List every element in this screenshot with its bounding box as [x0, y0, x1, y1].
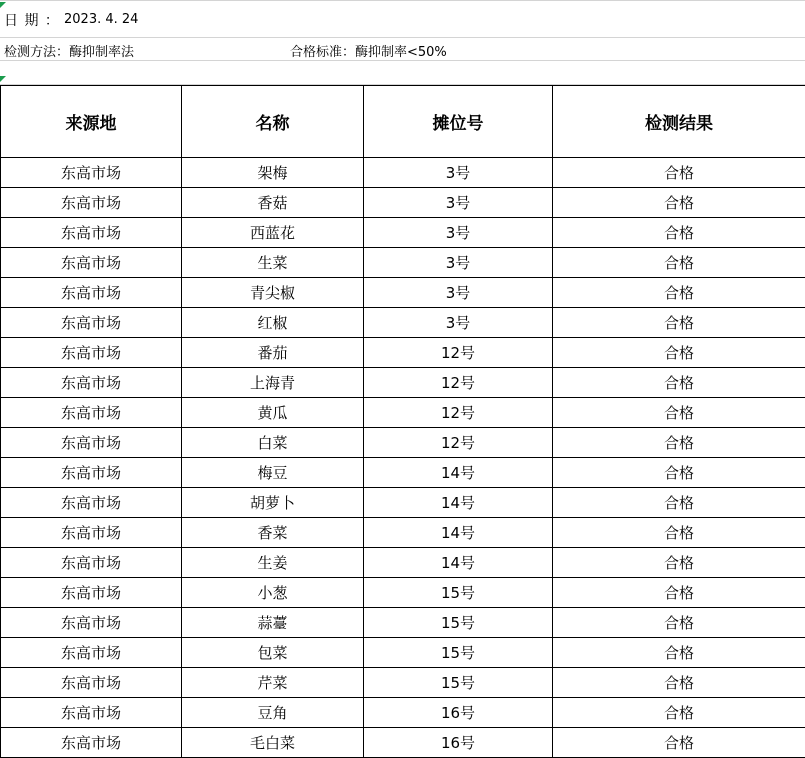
table-header-row: [1, 86, 805, 158]
column-header-origin[interactable]: 来源地: [1, 86, 182, 158]
cell-stall[interactable]: 12号: [364, 428, 553, 458]
cell-result[interactable]: 合格: [553, 488, 805, 518]
cell-result[interactable]: 合格: [553, 428, 805, 458]
cell-result[interactable]: 合格: [553, 338, 805, 368]
cell-origin[interactable]: 东高市场: [1, 488, 182, 518]
table-row: [1, 608, 805, 638]
cell-stall[interactable]: 12号: [364, 398, 553, 428]
cell-stall[interactable]: 3号: [364, 308, 553, 338]
test-method: 检测方法：酶抑制率法: [4, 45, 135, 60]
cell-name[interactable]: 蒜薹: [182, 608, 364, 638]
cell-origin[interactable]: 东高市场: [1, 668, 182, 698]
pass-standard: 合格标准：酶抑制率<50%: [290, 45, 447, 60]
cell-result[interactable]: 合格: [553, 578, 805, 608]
cell-stall[interactable]: 12号: [364, 338, 553, 368]
cell-result[interactable]: 合格: [553, 638, 805, 668]
table-row: [1, 218, 805, 248]
table-row: [1, 518, 805, 548]
cell-stall[interactable]: 3号: [364, 278, 553, 308]
cell-origin[interactable]: 东高市场: [1, 338, 182, 368]
table-row: [1, 638, 805, 668]
table-row: [1, 368, 805, 398]
cell-result[interactable]: 合格: [553, 368, 805, 398]
cell-name[interactable]: 毛白菜: [182, 728, 364, 758]
cell-stall[interactable]: 15号: [364, 638, 553, 668]
cell-result[interactable]: 合格: [553, 608, 805, 638]
table-row: [1, 428, 805, 458]
cell-name[interactable]: 生姜: [182, 548, 364, 578]
cell-origin[interactable]: 东高市场: [1, 578, 182, 608]
table-row: [1, 668, 805, 698]
cell-stall[interactable]: 3号: [364, 248, 553, 278]
cell-result[interactable]: 合格: [553, 518, 805, 548]
cell-origin[interactable]: 东高市场: [1, 608, 182, 638]
cell-origin[interactable]: 东高市场: [1, 218, 182, 248]
cell-name[interactable]: 小葱: [182, 578, 364, 608]
cell-origin[interactable]: 东高市场: [1, 368, 182, 398]
cell-origin[interactable]: 东高市场: [1, 638, 182, 668]
cell-result[interactable]: 合格: [553, 188, 805, 218]
cell-stall[interactable]: 14号: [364, 458, 553, 488]
table-row: [1, 548, 805, 578]
cell-name[interactable]: 上海青: [182, 368, 364, 398]
table-row: [1, 458, 805, 488]
cell-name[interactable]: 红椒: [182, 308, 364, 338]
inspection-table: [0, 85, 805, 758]
cell-origin[interactable]: 东高市场: [1, 698, 182, 728]
cell-result[interactable]: 合格: [553, 158, 805, 188]
cell-origin[interactable]: 东高市场: [1, 248, 182, 278]
cell-result[interactable]: 合格: [553, 218, 805, 248]
column-header-result[interactable]: 检测结果: [553, 86, 805, 158]
cell-origin[interactable]: 东高市场: [1, 518, 182, 548]
cell-stall[interactable]: 3号: [364, 158, 553, 188]
cell-name[interactable]: 生菜: [182, 248, 364, 278]
cell-stall[interactable]: 14号: [364, 488, 553, 518]
cell-name[interactable]: 白菜: [182, 428, 364, 458]
date-value: 2023. 4. 24: [64, 12, 139, 27]
cell-stall[interactable]: 12号: [364, 368, 553, 398]
cell-stall[interactable]: 3号: [364, 188, 553, 218]
cell-origin[interactable]: 东高市场: [1, 728, 182, 758]
table-row: [1, 578, 805, 608]
table-row: [1, 698, 805, 728]
cell-result[interactable]: 合格: [553, 548, 805, 578]
cell-name[interactable]: 青尖椒: [182, 278, 364, 308]
cell-stall[interactable]: 15号: [364, 668, 553, 698]
cell-name[interactable]: 芹菜: [182, 668, 364, 698]
column-header-name[interactable]: 名称: [182, 86, 364, 158]
table-row: [1, 488, 805, 518]
table-row: [1, 248, 805, 278]
cell-stall[interactable]: 14号: [364, 548, 553, 578]
cell-origin[interactable]: 东高市场: [1, 158, 182, 188]
table-row: [1, 188, 805, 218]
cell-result[interactable]: 合格: [553, 308, 805, 338]
cell-name[interactable]: 香菜: [182, 518, 364, 548]
date-row[interactable]: [0, 0, 805, 38]
cell-stall[interactable]: 15号: [364, 608, 553, 638]
cell-stall[interactable]: 3号: [364, 218, 553, 248]
cell-name[interactable]: 豆角: [182, 698, 364, 728]
table-row: [1, 158, 805, 188]
cell-origin[interactable]: 东高市场: [1, 278, 182, 308]
method-row[interactable]: [0, 38, 805, 61]
cell-result[interactable]: 合格: [553, 248, 805, 278]
date-label: 日 期 ：: [4, 13, 60, 29]
cell-result[interactable]: 合格: [553, 698, 805, 728]
cell-result[interactable]: 合格: [553, 278, 805, 308]
table-row: [1, 398, 805, 428]
cell-name[interactable]: 香菇: [182, 188, 364, 218]
cell-comment-marker-icon: [0, 2, 6, 8]
cell-name[interactable]: 梅豆: [182, 458, 364, 488]
cell-name[interactable]: 黄瓜: [182, 398, 364, 428]
cell-stall[interactable]: 16号: [364, 728, 553, 758]
cell-result[interactable]: 合格: [553, 458, 805, 488]
column-header-stall[interactable]: 摊位号: [364, 86, 553, 158]
cell-origin[interactable]: 东高市场: [1, 308, 182, 338]
cell-name[interactable]: 包菜: [182, 638, 364, 668]
cell-origin[interactable]: 东高市场: [1, 548, 182, 578]
cell-stall[interactable]: 14号: [364, 518, 553, 548]
cell-stall[interactable]: 15号: [364, 578, 553, 608]
cell-name[interactable]: 胡萝卜: [182, 488, 364, 518]
cell-result[interactable]: 合格: [553, 728, 805, 758]
cell-result[interactable]: 合格: [553, 668, 805, 698]
table-row: [1, 278, 805, 308]
cell-name[interactable]: 架梅: [182, 158, 364, 188]
empty-row[interactable]: [0, 61, 805, 85]
table-body: [1, 158, 805, 758]
cell-result[interactable]: 合格: [553, 398, 805, 428]
cell-name[interactable]: 番茄: [182, 338, 364, 368]
cell-origin[interactable]: 东高市场: [1, 458, 182, 488]
cell-name[interactable]: 西蓝花: [182, 218, 364, 248]
table-row: [1, 308, 805, 338]
cell-stall[interactable]: 16号: [364, 698, 553, 728]
cell-origin[interactable]: 东高市场: [1, 398, 182, 428]
cell-origin[interactable]: 东高市场: [1, 188, 182, 218]
cell-origin[interactable]: 东高市场: [1, 428, 182, 458]
table-row: [1, 338, 805, 368]
table-row: [1, 728, 805, 758]
